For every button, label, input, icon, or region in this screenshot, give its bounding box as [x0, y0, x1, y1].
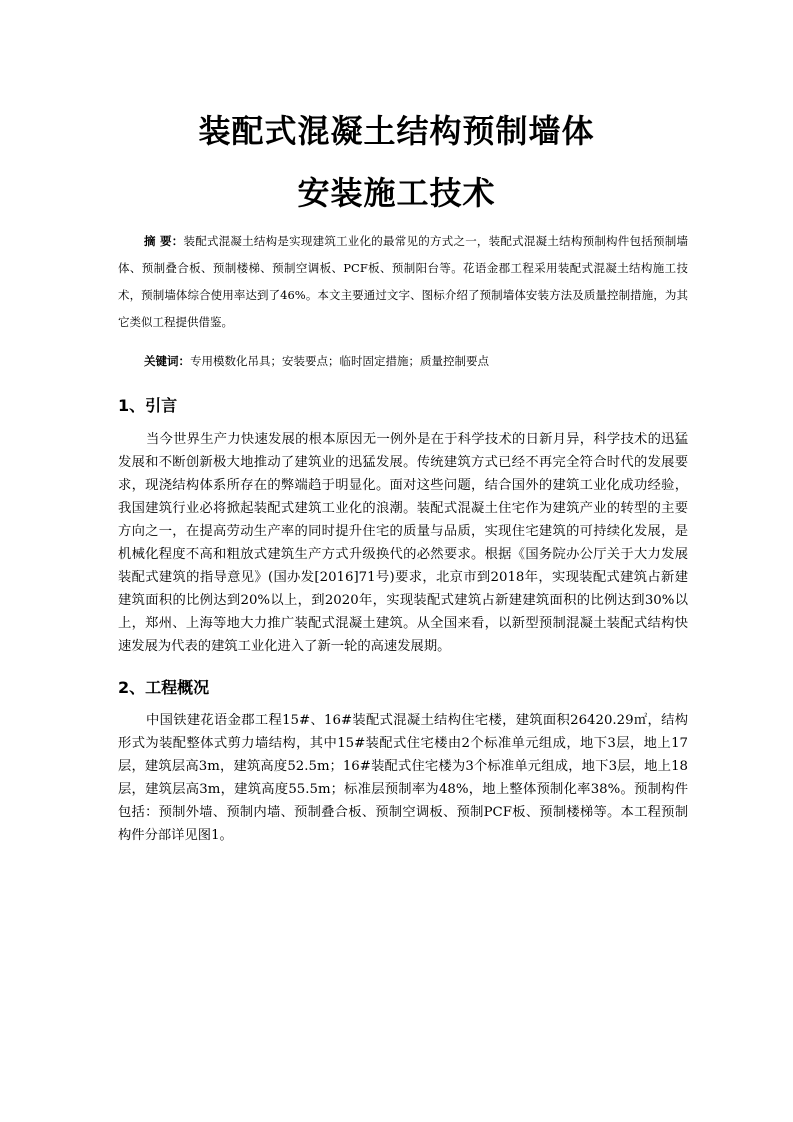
- section-paragraph-introduction: 当今世界生产力快速发展的根本原因无一例外是在于科学技术的日新月异，科学技术的迅猛发展和不断创新极大地推动了建筑业的迅猛发展。传统建筑方式已经不再完全符合时代的发展要求，现浇结构体系所存在的弊端趋于明显化。面对这些问题，结合国外的建筑工业化成功经验，我国建筑行业必将掀起装配式建筑工业化的浪潮。装配式混凝土住宅作为建筑产业的转型的主要方向之一，在提高劳动生产率的同时提升住宅的质量与品质，实现住宅建筑的可持续化发展，是机械化程度不高和粗放式建筑生产方式升级换代的必然要求。根据《国务院办公厅关于大力发展装配式建筑的指导意见》(国办发[2016]71号)要求，北京市到2018年，实现装配式建筑占新建建筑面积的比例达到20%以上，到2020年，实现装配式建筑占新建建筑面积的比例达到30%以上，郑州、上海等地大力推广装配式混凝土建筑。从全国来看，以新型预制混凝土装配式结构快速发展为代表的建筑工业化进入了新一轮的高速发展期。: [118, 432, 688, 654]
- section-heading-introduction: 1、引言: [118, 396, 178, 415]
- section-heading-project-overview: 2、工程概况: [118, 678, 210, 697]
- document-title-line-2: 安装施工技术: [297, 174, 496, 212]
- document-title-line-1: 装配式混凝土结构预制墙体: [198, 112, 595, 150]
- keywords: [118, 350, 688, 372]
- abstract-label: 摘 要：: [144, 234, 184, 248]
- abstract-text: 装配式混凝土结构是实现建筑工业化的最常见的方式之一，装配式混凝土结构预制构件包括预制墙体、预制叠合板、预制楼梯、预制空调板、PCF板、预制阳台等。花语金郡工程采用装配式混凝土结构施工技术，预制墙体综合使用率达到了46%。本文主要通过文字、图标介绍了预制墙体安装方法及质量控制措施，为其它类似工程提供借鉴。: [118, 234, 688, 329]
- abstract: [118, 228, 688, 336]
- keywords-label: 关键词：: [144, 354, 190, 368]
- keywords-text: 专用模数化吊具；安装要点；临时固定措施；质量控制要点: [190, 354, 489, 368]
- section-paragraph-project-overview: 中国铁建花语金郡工程15#、16#装配式混凝土结构住宅楼，建筑面积26420.29㎡，结构形式为装配整体式剪力墙结构，其中15#装配式住宅楼由2个标准单元组成，地下3层，地上17层，建筑层高3m，建筑高度52.5m；16#装配式住宅楼为3个标准单元组成，地下3层，地上18层，建筑层高3m，建筑高度55.5m；标准层预制率为48%，地上整体预制化率38%。预制构件包括：预制外墙、预制内墙、预制叠合板、预制空调板、预制PCF板、预制楼梯等。本工程预制构件分部详见图1。: [118, 713, 688, 843]
